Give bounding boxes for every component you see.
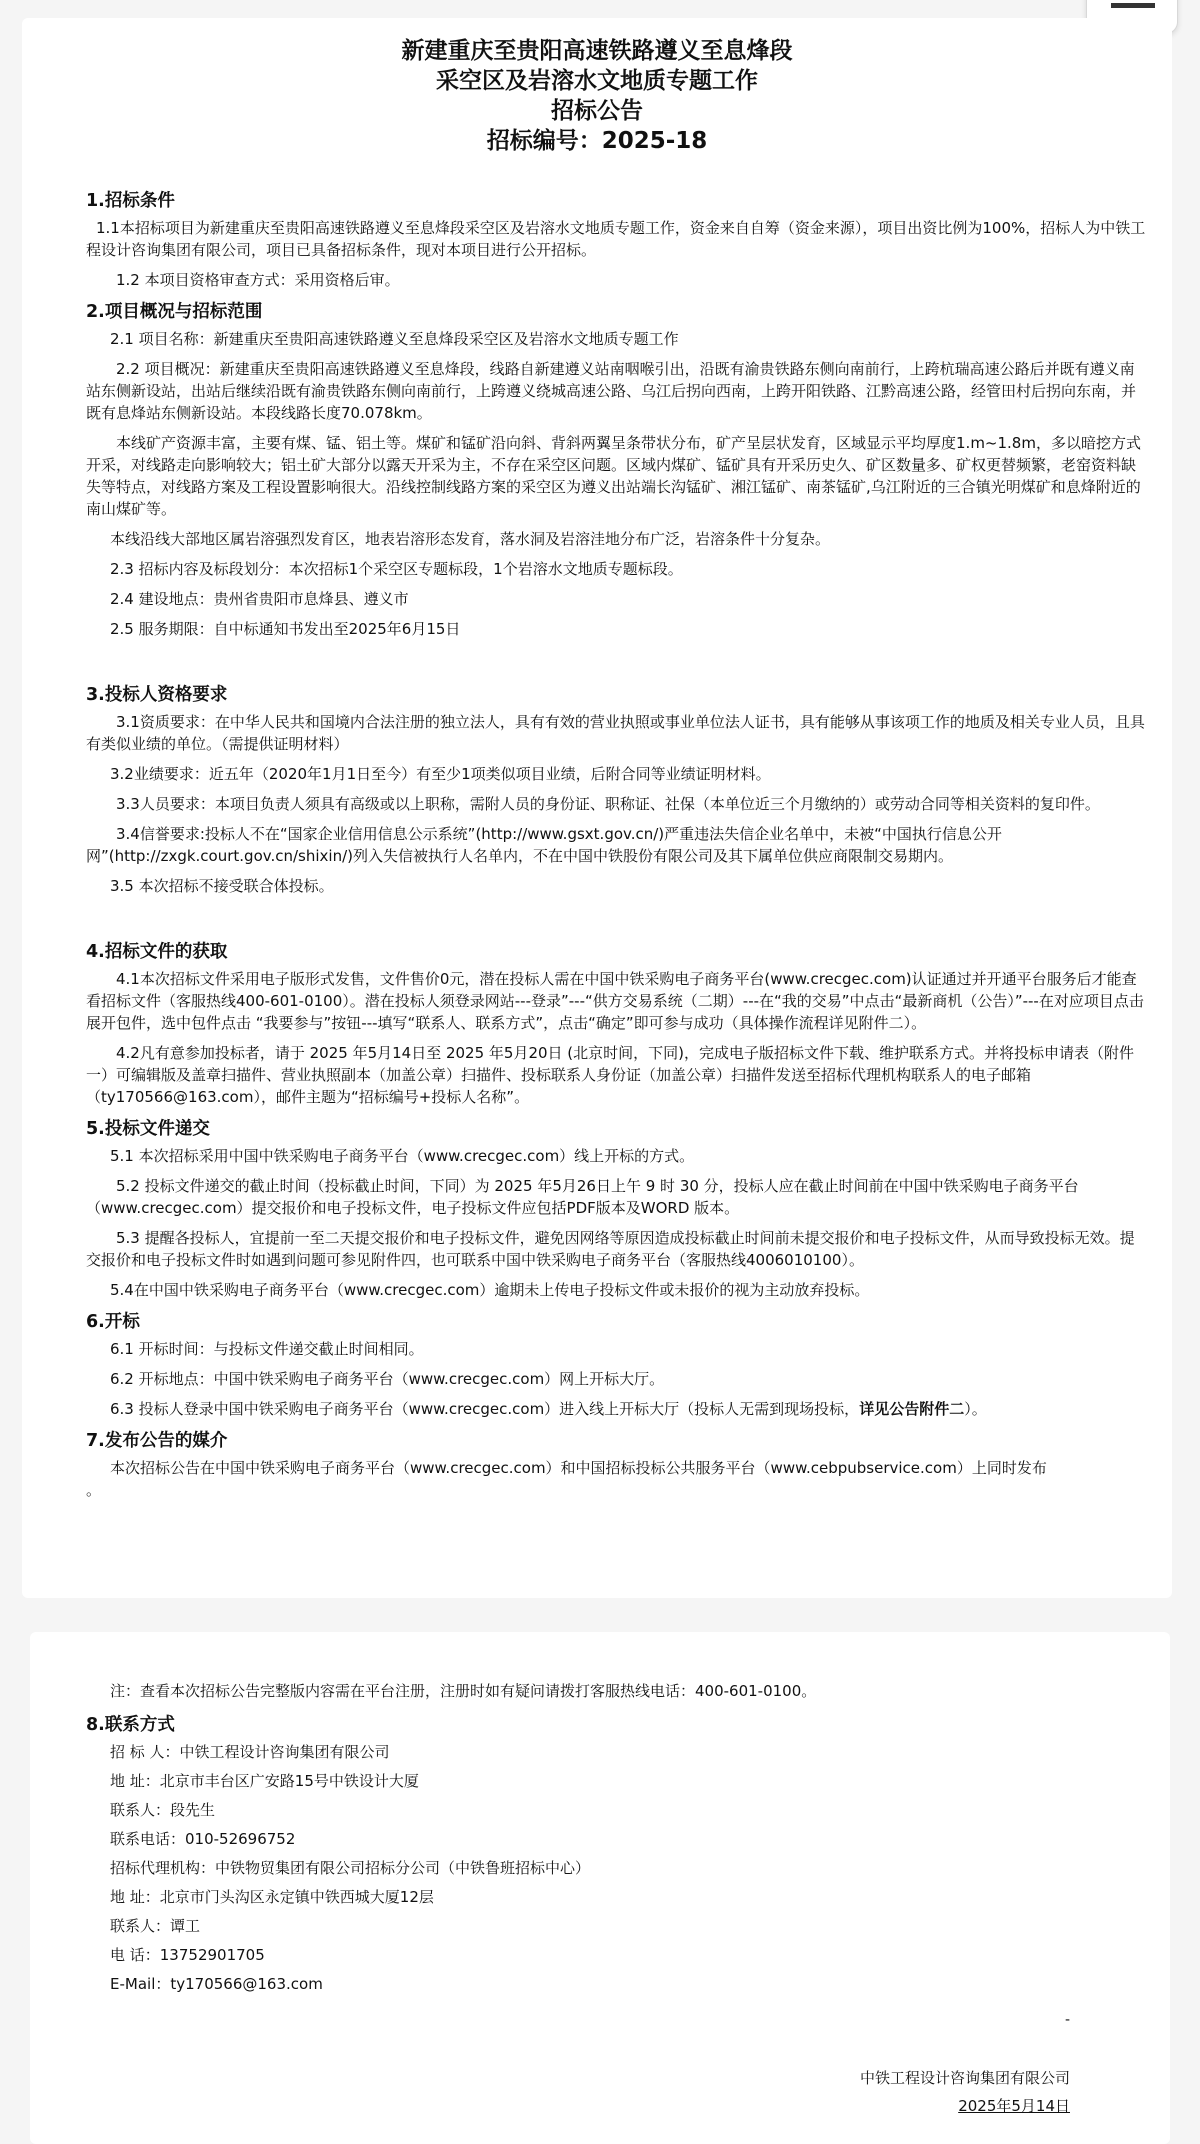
menu-bar-icon xyxy=(1111,3,1155,8)
section-3-paragraph: 3.1资质要求：在中华人民共和国境内合法注册的独立法人，具有有效的营业执照或事业单位法人证书，具有能够从事该项工作的地质及相关专业人员，且具有类似业绩的单位。（需提供证明材料） xyxy=(86,713,1145,753)
contact-email: E-Mail：ty170566@163.com xyxy=(110,1975,323,1993)
contact-line: 联系人：谭工 xyxy=(110,1917,201,1935)
document-page-1 xyxy=(22,18,1172,1598)
section-3-paragraph: 3.4信誉要求:投标人不在“国家企业信用信息公示系统”(http://www.gsxt.gov.cn/)严重违法失信企业名单中，未被“中国执行信息公开网”(http://zxgk.court.gov.cn/shixin/)列入失信被执行人名单内，不在中国中铁股份有限公司及其下属单位供应商限制交易期内。 xyxy=(86,825,1002,865)
section-2-paragraph: 2.1 项目名称：新建重庆至贵阳高速铁路遵义至息烽段采空区及岩溶水文地质专题工作 xyxy=(110,330,679,348)
contact-line: 地 址：北京市丰台区广安路15号中铁设计大厦 xyxy=(110,1772,419,1790)
document-title xyxy=(22,36,1172,156)
section-3-paragraph: 3.2业绩要求：近五年（2020年1月1日至今）有至少1项类似项目业绩，后附合同等业绩证明材料。 xyxy=(110,765,771,783)
signature-block xyxy=(810,2064,1070,2120)
title-line-1: 新建重庆至贵阳高速铁路遵义至息烽段 xyxy=(401,38,793,64)
section-4-paragraph: 4.1本次招标文件采用电子版形式发售，文件售价0元，潜在投标人需在中国中铁采购电子商务平台(www.crecgec.com)认证通过并开通平台服务后才能查看招标文件（客服热线400-601-0100）。潜在投标人须登录网站---登录”---“供方交易系统（二期）---在“我的交易”中点击“最新商机（公告）”---在对应项目点击展开包件，选中包件点击 “我要参与”按钮---填写“联系人、联系方式”，点击“确定”即可参与成功（具体操作流程详见附件二）。 xyxy=(86,970,1144,1032)
section-8-heading: 8.联系方式 xyxy=(86,1715,175,1735)
contact-line: 联系电话：010-52696752 xyxy=(110,1830,296,1848)
section-2-paragraph: 本线沿线大部地区属岩溶强烈发育区，地表岩溶形态发育，落水洞及岩溶洼地分布广泛，岩溶条件十分复杂。 xyxy=(110,530,831,548)
document-body xyxy=(86,182,1146,1509)
signature-org: 中铁工程设计咨询集团有限公司 xyxy=(859,2069,1070,2087)
section-5-paragraph: 5.1 本次招标采用中国中铁采购电子商务平台（www.crecgec.com）线上开标的方式。 xyxy=(110,1147,695,1165)
section-2-paragraph: 2.4 建设地点：贵州省贵阳市息烽县、遵义市 xyxy=(110,590,409,608)
contact-line: 电 话：13752901705 xyxy=(110,1946,265,1964)
section-6-paragraph: 6.1 开标时间：与投标文件递交截止时间相同。 xyxy=(110,1340,424,1358)
section-3-paragraph: 3.5 本次招标不接受联合体投标。 xyxy=(110,877,334,895)
section-7-paragraph: 本次招标公告在中国中铁采购电子商务平台（www.crecgec.com）和中国招标投标公共服务平台（www.cebpubservice.com）上同时发布 xyxy=(110,1459,1047,1477)
contact-line: 招 标 人：中铁工程设计咨询集团有限公司 xyxy=(110,1743,390,1761)
section-3-heading: 3.投标人资格要求 xyxy=(86,685,228,705)
section-7-heading: 7.发布公告的媒介 xyxy=(86,1431,228,1451)
section-4-heading: 4.招标文件的获取 xyxy=(86,942,228,962)
section-5-heading: 5.投标文件递交 xyxy=(86,1119,210,1139)
section-5-paragraph: 5.2 投标文件递交的截止时间（投标截止时间，下同）为 2025 年5月26日上午 9 时 30 分，投标人应在截止时间前在中国中铁采购电子商务平台（www.crecgec.com）提交报价和电子投标文件，电子投标文件应包括PDF版本及WORD 版本。 xyxy=(86,1177,1079,1217)
contact-line: 招标代理机构：中铁物贸集团有限公司招标分公司（中铁鲁班招标中心） xyxy=(110,1859,591,1877)
section-2-heading: 2.项目概况与招标范围 xyxy=(86,302,263,322)
section-5-paragraph: 5.3 提醒各投标人，宜提前一至二天提交报价和电子投标文件，避免因网络等原因造成投标截止时间前未提交报价和电子投标文件，从而导致投标无效。提交报价和电子投标文件时如遇到问题可参见附件四，也可联系中国中铁采购电子商务平台（客服热线4006010100）。 xyxy=(86,1229,1135,1269)
contact-lines xyxy=(86,1741,1146,1995)
section-2-paragraph: 本线矿产资源丰富，主要有煤、锰、铝土等。煤矿和锰矿沿向斜、背斜两翼呈条带状分布，矿产呈层状发育，区域显示平均厚度1.m~1.8m，多以暗挖方式开采，对线路走向影响较大；铝土矿大部分以露天开采为主，不存在采空区问题。区域内煤矿、锰矿具有开采历史久、矿区数量多、矿权更替频繁，老窑资料缺失等特点，对线路方案及工程设置影响很大。沿线控制线路方案的采空区为遵义出站端长沟锰矿、湘江锰矿、南茶锰矿,乌江附近的三合镇光明煤矿和息烽附近的南山煤矿等。 xyxy=(86,434,1141,518)
section-2-paragraph: 2.5 服务期限：自中标通知书发出至2025年6月15日 xyxy=(110,620,461,638)
stray-mark: - xyxy=(1065,2012,1071,2028)
signature-date: 2025年5月14日 xyxy=(958,2097,1070,2115)
section-6-bold-text: 详见公告附件二 xyxy=(859,1400,965,1418)
section-5-paragraph: 5.4在中国中铁采购电子商务平台（www.crecgec.com）逾期未上传电子投标文件或未报价的视为主动放弃投标。 xyxy=(110,1281,870,1299)
registration-note: 注：查看本次招标公告完整版内容需在平台注册，注册时如有疑问请拨打客服热线电话：400-601-0100。 xyxy=(110,1682,817,1700)
section-6-paragraph: 6.2 开标地点：中国中铁采购电子商务平台（www.crecgec.com）网上开标大厅。 xyxy=(110,1370,665,1388)
section-6-paragraph xyxy=(86,1398,1146,1420)
section-3-paragraph: 3.3人员要求：本项目负责人须具有高级或以上职称，需附人员的身份证、职称证、社保（本单位近三个月缴纳的）或劳动合同等相关资料的复印件。 xyxy=(116,795,1100,813)
section-6-text: ）。 xyxy=(964,1400,987,1418)
contact-line: 联系人：段先生 xyxy=(110,1801,216,1819)
section-4-paragraph: 4.2凡有意参加投标者，请于 2025 年5月14日至 2025 年5月20日 (北京时间，下同)，完成电子版招标文件下载、维护联系方式。并将投标申请表（附件一）可编辑版及盖章扫描件、营业执照副本（加盖公章）扫描件、投标联系人身份证（加盖公章）扫描件发送至招标代理机构联系人的电子邮箱（ty170566@163.com），邮件主题为“招标编号+投标人名称”。 xyxy=(86,1044,1135,1106)
section-1-paragraph: 1.1本招标项目为新建重庆至贵阳高速铁路遵义至息烽段采空区及岩溶水文地质专题工作，资金来自自筹（资金来源），项目出资比例为100%，招标人为中铁工程设计咨询集团有限公司，项目已具备招标条件，现对本项目进行公开招标。 xyxy=(86,219,1146,259)
contact-line: 地 址：北京市门头沟区永定镇中铁西城大厦12层 xyxy=(110,1888,434,1906)
section-1-heading: 1.招标条件 xyxy=(86,191,175,211)
tender-number: 招标编号：2025-18 xyxy=(486,128,708,154)
title-line-3: 招标公告 xyxy=(551,98,643,124)
document-page-2 xyxy=(30,1632,1170,2144)
section-7-trailing-mark: 。 xyxy=(86,1481,102,1499)
section-2-paragraph: 2.2 项目概况：新建重庆至贵阳高速铁路遵义至息烽段，线路自新建遵义站南咽喉引出，沿既有渝贵铁路东侧向南前行，上跨杭瑞高速公路后并既有遵义南站东侧新设站，出站后继续沿既有渝贵铁路东侧向南前行，上跨遵义绕城高速公路、乌江后拐向西南，上跨开阳铁路、江黔高速公路，经管田村后拐向东南，并既有息烽站东侧新设站。本段线路长度70.078km。 xyxy=(86,360,1137,422)
section-1-paragraph: 1.2 本项目资格审查方式：采用资格后审。 xyxy=(116,271,400,289)
contact-body xyxy=(86,1680,1146,2002)
section-6-text: 6.3 投标人登录中国中铁采购电子商务平台（www.crecgec.com）进入线上开标大厅（投标人无需到现场投标， xyxy=(110,1400,860,1418)
section-2-paragraph: 2.3 招标内容及标段划分：本次招标1个采空区专题标段，1个岩溶水文地质专题标段。 xyxy=(110,560,683,578)
title-line-2: 采空区及岩溶水文地质专题工作 xyxy=(436,68,758,94)
section-6-heading: 6.开标 xyxy=(86,1312,140,1332)
